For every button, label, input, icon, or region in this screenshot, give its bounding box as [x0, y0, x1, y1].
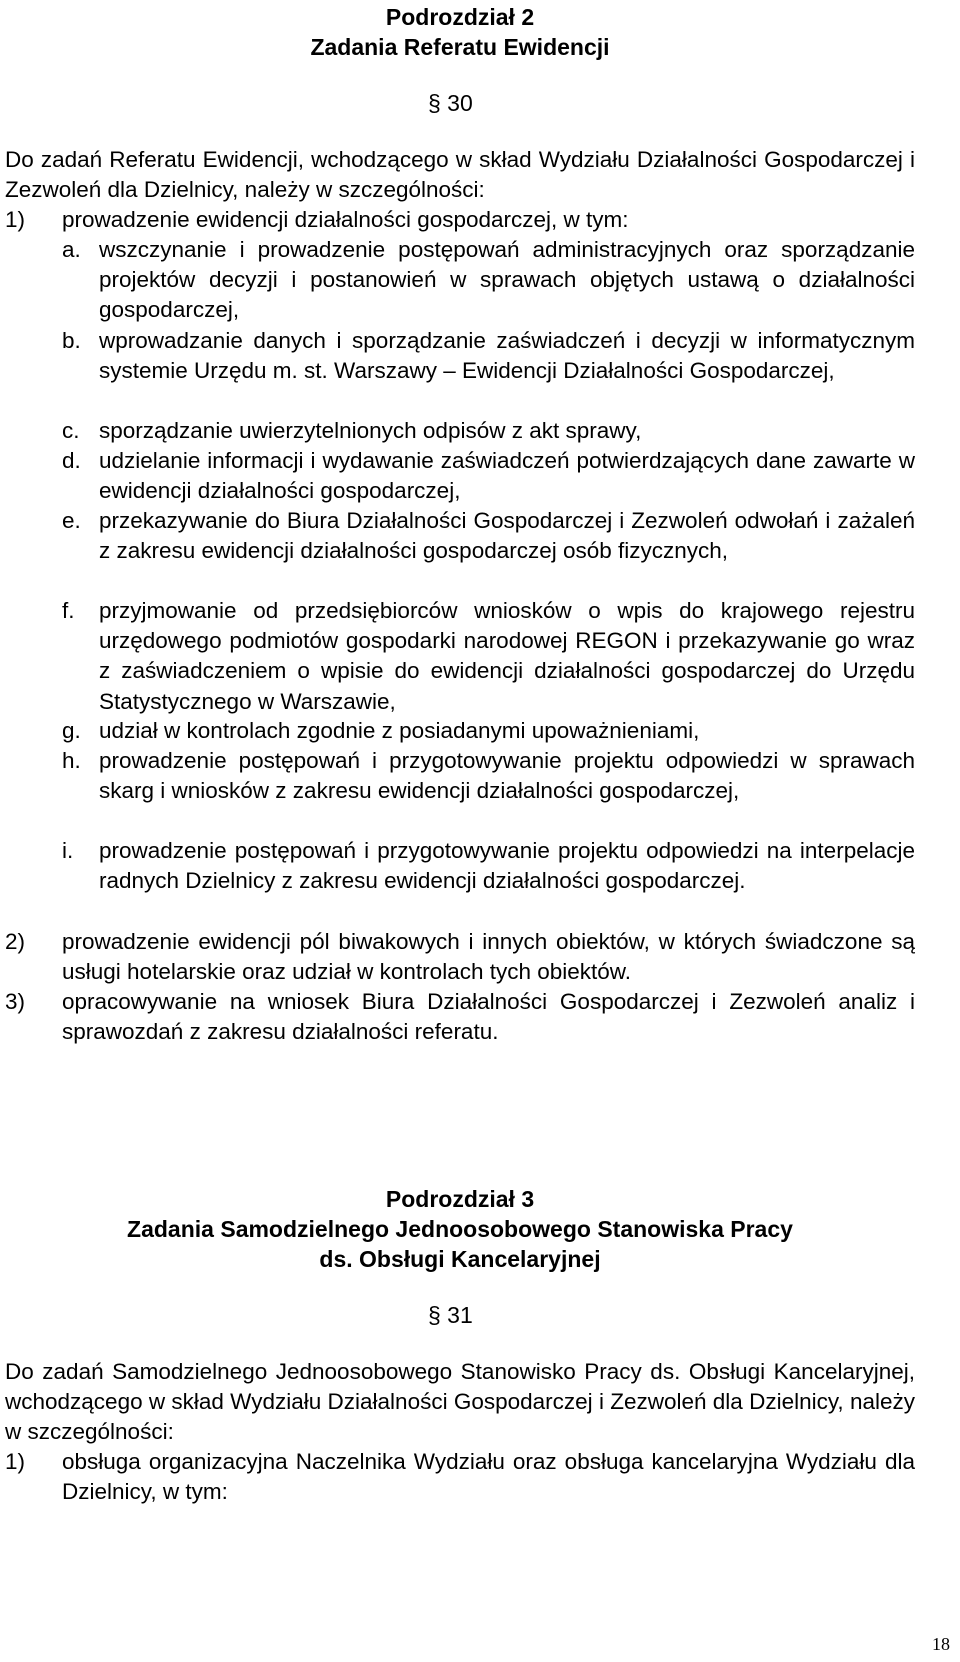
- list-marker: b.: [62, 328, 81, 353]
- list-marker: 3): [5, 989, 26, 1014]
- list-marker: d.: [62, 448, 81, 473]
- section-title: Zadania Samodzielnego Jednoosobowego Stanowiska Pracy: [127, 1216, 793, 1242]
- section-title: ds. Obsługi Kancelaryjnej: [319, 1246, 601, 1272]
- section-heading: Podrozdział 2: [385, 4, 535, 30]
- list-marker: c.: [62, 418, 80, 443]
- list-marker: f.: [62, 598, 75, 623]
- list-item: prowadzenie postępowań i przygotowywanie projektu odpowiedzi na interpelacje radnych Dzielnicy z zakresu ewidencji działalności gospodarczej.: [99, 838, 915, 894]
- list-item: prowadzenie ewidencji pól biwakowych i innych obiektów, w których świadczone są usługi hotelarskie oraz udział w kontrolach tych obiektów.: [62, 929, 915, 985]
- list-marker: a.: [62, 237, 81, 262]
- page-number: 18: [932, 1634, 950, 1654]
- list-item: udzielanie informacji i wydawanie zaświadczeń potwierdzających dane zawarte w ewidencji działalności gospodarczej,: [99, 448, 915, 504]
- list-item: wszczynanie i prowadzenie postępowań administracyjnych oraz sporządzanie projektów decyzji i postanowień w sprawach objętych ustawą o działalności gospodarczej,: [99, 237, 915, 323]
- list-marker: 1): [5, 1449, 26, 1474]
- intro-paragraph: Do zadań Referatu Ewidencji, wchodzącego w skład Wydziału Działalności Gospodarczej i Zezwoleń dla Dzielnicy, należy w szczególności:: [5, 147, 915, 203]
- list-item: przekazywanie do Biura Działalności Gospodarczej i Zezwoleń odwołań i zażaleń z zakresu ewidencji działalności gospodarczej osób fizycznych,: [99, 508, 915, 564]
- list-marker: i.: [62, 838, 74, 863]
- list-item: prowadzenie postępowań i przygotowywanie projektu odpowiedzi w sprawach skarg i wniosków z zakresu ewidencji działalności gospodarczej,: [99, 748, 915, 804]
- list-item: obsługa organizacyjna Naczelnika Wydziału oraz obsługa kancelaryjna Wydziału dla Dzielnicy, w tym:: [62, 1449, 915, 1505]
- section-title: Zadania Referatu Ewidencji: [310, 34, 610, 60]
- list-item: przyjmowanie od przedsiębiorców wniosków o wpis do krajowego rejestru urzędowego podmiotów gospodarki narodowej REGON i przekazywanie go wraz z zaświadczeniem o wpisie do ewidencji działalności gospodarczej do Urzędu Statystycznego w Warszawie,: [99, 598, 915, 714]
- list-marker: e.: [62, 508, 81, 533]
- list-item: sporządzanie uwierzytelnionych odpisów z akt sprawy,: [99, 418, 642, 443]
- list-marker: 2): [5, 929, 26, 954]
- list-marker: h.: [62, 748, 81, 773]
- list-item: udział w kontrolach zgodnie z posiadanymi upoważnieniami,: [99, 718, 700, 743]
- paragraph-symbol: § 30: [428, 90, 473, 116]
- intro-paragraph: Do zadań Samodzielnego Jednoosobowego Stanowisko Pracy ds. Obsługi Kancelaryjnej, wchodzącego w skład Wydziału Działalności Gospodarczej i Zezwoleń dla Dzielnicy, należy w szczególności:: [5, 1359, 915, 1445]
- list-item: opracowywanie na wniosek Biura Działalności Gospodarczej i Zezwoleń analiz i sprawozdań z zakresu działalności referatu.: [62, 989, 915, 1045]
- list-item: prowadzenie ewidencji działalności gospodarczej, w tym:: [62, 207, 629, 232]
- list-marker: g.: [62, 718, 81, 743]
- list-item: wprowadzanie danych i sporządzanie zaświadczeń i decyzji w informatycznym systemie Urzędu m. st. Warszawy – Ewidencji Działalności Gospodarczej,: [99, 328, 915, 384]
- paragraph-symbol: § 31: [428, 1302, 473, 1328]
- section-heading: Podrozdział 3: [385, 1186, 535, 1212]
- list-marker: 1): [5, 207, 26, 232]
